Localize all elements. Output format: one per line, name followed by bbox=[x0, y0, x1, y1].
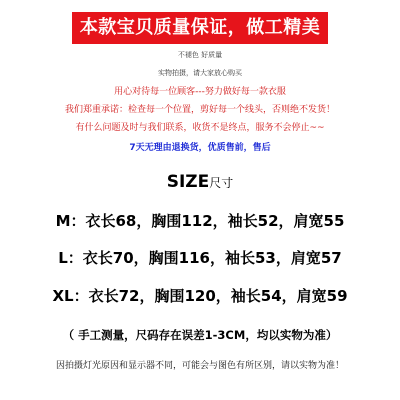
quality-banner: 本款宝贝质量保证，做工精美 bbox=[72, 12, 328, 44]
size-row-xl: XL：衣长72，胸围120，袖长54，肩宽59 bbox=[52, 287, 348, 305]
size-heading bbox=[0, 172, 400, 192]
commitment-line-3: 有什么问题及时与我们联系，收货不是终点，服务不会停止~~ bbox=[75, 123, 325, 133]
color-disclaimer: 因拍摄灯光原因和显示器不同，可能会与图色有所区别，请以实物为准！ bbox=[55, 361, 344, 371]
commitment-line-1: 用心对待每一位顾客---努力做好每一款衣服 bbox=[114, 87, 286, 97]
service-line: 7天无理由退换货，优质售前，售后 bbox=[129, 143, 271, 153]
size-heading-bold: SIZE bbox=[166, 172, 210, 192]
size-heading-unit: 尺寸 bbox=[209, 176, 234, 190]
real-photo-note: 实物拍摄，请大家放心购买 bbox=[158, 69, 242, 77]
measurement-note: （ 手工测量，尺码存在误差1-3CM，均以实物为准） bbox=[62, 328, 338, 342]
size-row-m: M：衣长68，胸围112，袖长52，肩宽55 bbox=[55, 212, 345, 230]
no-fade-note: 不褪色 好质量 bbox=[177, 51, 223, 59]
commitment-line-2: 我们郑重承诺：检查每一个位置，剪好每一个线头，否则绝不发货！ bbox=[64, 105, 335, 115]
size-row-l: L：衣长70，胸围116，袖长53，肩宽57 bbox=[58, 249, 342, 267]
